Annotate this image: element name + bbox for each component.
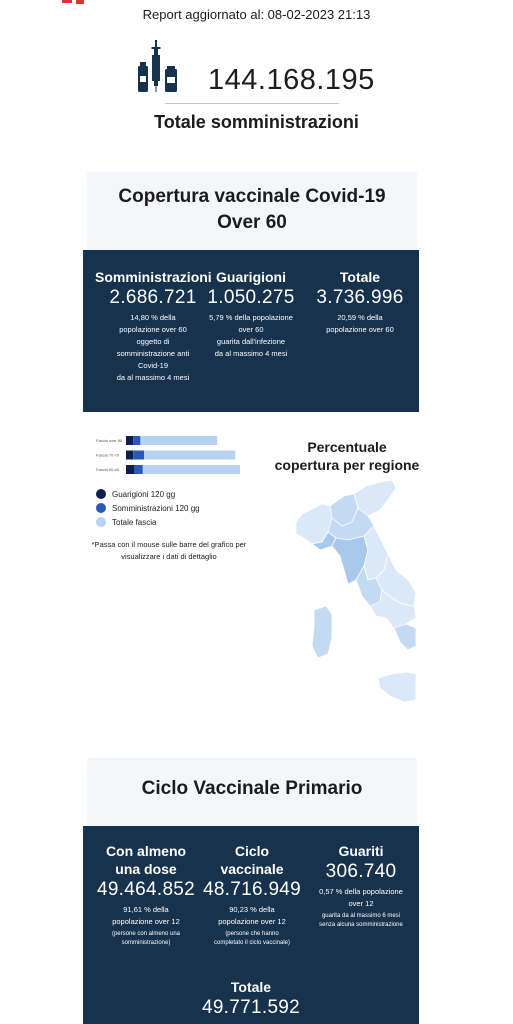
over60-recoveries-stat [207,268,295,360]
stat-note: (persone che hanno completato il ciclo vaccinale) [213,931,291,946]
recovered-stat [311,842,411,930]
bar-segment-1[interactable] [134,465,142,474]
full-cycle-stat [199,842,305,948]
over60-title-line2: Over 60 [217,212,287,233]
bar-category-label: Fascia over 80 [96,438,123,443]
bar-category-label: Fascia 60-69 [96,467,120,472]
map-region-sicily[interactable] [378,672,416,702]
over60-section-title [87,172,417,250]
bar-segment-2[interactable] [143,465,240,474]
stat-value: 1.050.275 [207,287,295,308]
stat-label: Guarigioni [216,269,286,285]
vaccine-icon [136,40,180,94]
stat-description: 0,57 % della popolazione over 12 [319,887,403,908]
bar-segment-0[interactable] [126,451,133,460]
bar-segment-2[interactable] [140,436,217,445]
italy-region-map[interactable] [292,478,416,708]
stat-label: Totale [339,269,381,285]
at-least-one-dose-stat [91,842,201,948]
report-date: Report aggiornato al: 08-02-2023 21:13 [142,7,371,22]
stat-value: 48.716.949 [202,879,302,900]
total-administrations-label: Totale somministrazioni [154,112,359,132]
stat-description: 20,59 % della popolazione over 60 [326,313,394,334]
stat-label: Ciclo vaccinale [220,843,284,877]
stat-note: (persone con almeno una somministrazione) [111,931,181,946]
legend-item-administrations[interactable] [96,501,200,515]
stat-description: 14,80 % della popolazione over 60 oggetto di somministrazione anti Covid-19 da al massimo 4 mesi [116,313,190,382]
over60-administrations-stat [95,268,211,384]
total-administrations-value: 144.168.195 [208,64,375,96]
map-title: Percentuale copertura per regione [274,439,420,473]
chart-legend [96,487,200,529]
legend-dot [96,503,106,513]
legend-dot [96,517,106,527]
stat-value: 49.771.592 [201,997,301,1018]
stat-label: Guariti [338,843,384,859]
over60-total-stat [311,268,409,336]
stat-description: 90,23 % della popolazione over 12 [218,905,286,926]
stat-value: 49.464.852 [96,879,196,900]
primary-cycle-stats-panel [83,826,419,1024]
age-group-bar-chart[interactable] [94,434,254,478]
over60-stats-panel [83,250,419,412]
map-region-sardinia[interactable] [312,606,332,658]
legend-label: Totale fascia [112,517,157,527]
legend-label: Somministrazioni 120 gg [112,503,200,513]
stat-note: guarita da al massimo 6 mesi senza alcuna somministrazione [319,913,403,928]
bar-category-label: Fascia 70-79 [96,452,120,458]
divider [165,103,339,104]
chart-hover-note: *Passa con il mouse sulle barre del grafico per visualizzare i dati di dettaglio [91,540,247,561]
legend-item-recoveries[interactable] [96,487,200,501]
primary-total-stat [83,978,419,1020]
stat-label: Somministrazioni [95,269,212,285]
bar-segment-0[interactable] [126,436,133,445]
bar-segment-0[interactable] [126,465,134,474]
bar-segment-1[interactable] [133,451,144,460]
stat-value: 3.736.996 [316,287,404,308]
legend-dot [96,489,106,499]
legend-item-total[interactable] [96,515,200,529]
bar-segment-1[interactable] [133,436,140,445]
stat-label: Totale [230,979,272,995]
legend-label: Guarigioni 120 gg [112,489,176,499]
stat-label: Con almeno una dose [105,843,187,877]
stat-value: 2.686.721 [109,287,197,308]
stat-value: 306.740 [325,861,397,882]
map-region-calabria[interactable] [394,624,416,650]
logo-fragment [62,0,92,6]
primary-cycle-section-title: Ciclo Vaccinale Primario [87,758,417,826]
bar-segment-2[interactable] [144,451,235,460]
over60-title-line1: Copertura vaccinale Covid-19 [118,186,386,207]
stat-description: 91,61 % della popolazione over 12 [112,905,180,926]
stat-description: 5,79 % della popolazione over 60 guarita dall'infezione da al massimo 4 mesi [209,313,293,358]
